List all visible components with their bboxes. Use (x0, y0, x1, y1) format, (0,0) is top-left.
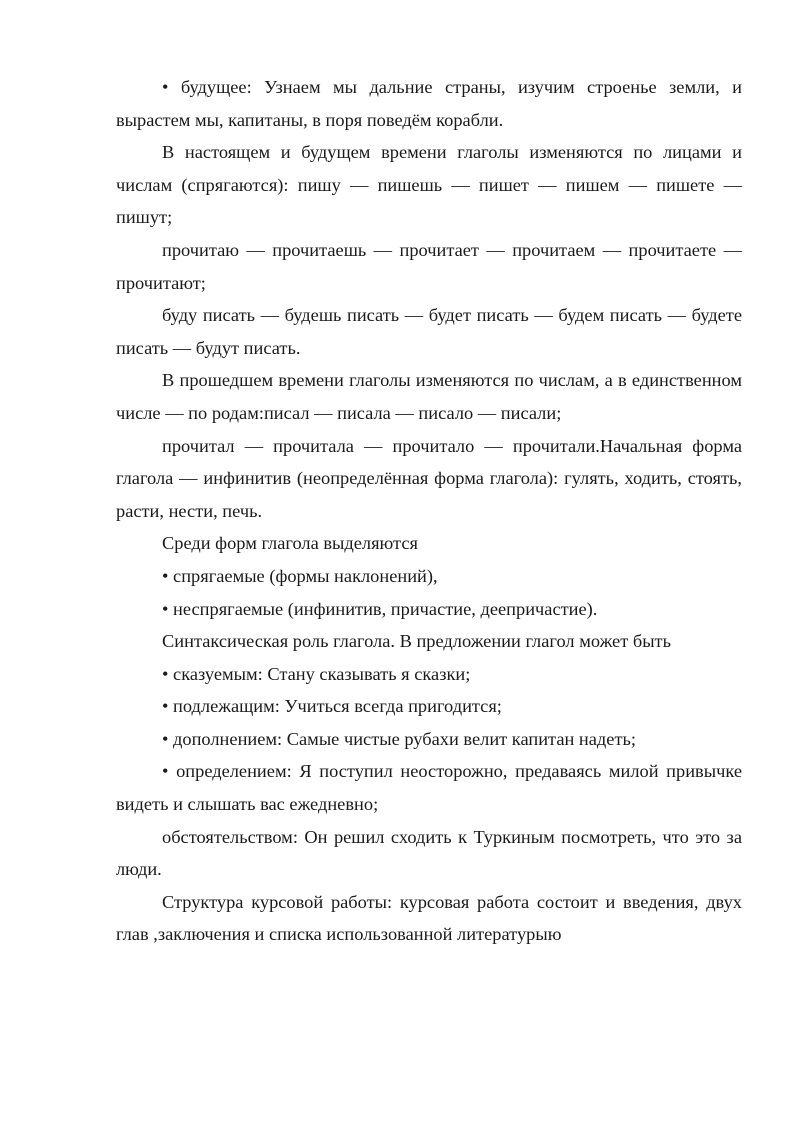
paragraph-present-future-conjugation: В настоящем и будущем времени глаголы изменяются по лицами и числам (спрягаются): пишу — пишешь — пишет — пишем — пишете — пишут; (116, 142, 742, 228)
paragraph-syntactic-role: Синтаксическая роль глагола. В предложении глагол может быть (162, 631, 671, 652)
paragraph-future-tense-example: • будущее: Узнаем мы дальние страны, изучим строенье земли, и вырастем мы, капитаны, в поря поведём корабли. (116, 77, 742, 130)
list-item-nonconjugated-forms: • неспрягаемые (инфинитив, причастие, деепричастие). (162, 598, 598, 619)
list-item-predicate: • сказуемым: Стану сказывать я сказки; (162, 663, 471, 684)
list-item-conjugated-forms: • спрягаемые (формы наклонений), (162, 565, 438, 586)
paragraph-infinitive: прочитал — прочитала — прочитало — прочитали.Начальная форма глагола — инфинитив (неопределённая форма глагола): гулять, ходить, стоять, расти, нести, печь. (116, 435, 742, 521)
paragraph-coursework-structure: Структура курсовой работы: курсовая работа состоит и введения, двух глав ,заключения и списка использованной литературыю (116, 891, 742, 945)
paragraph-read-conjugation: прочитаю — прочитаешь — прочитает — прочитаем — прочитаете — прочитают; (116, 239, 742, 293)
document-page (116, 71, 742, 951)
list-item-attribute: • определением: Я поступил неосторожно, предаваясь милой привычке видеть и слышать вас ежедневно; (116, 761, 742, 815)
list-item-object: • дополнением: Самые чистые рубахи велит капитан надеть; (162, 728, 636, 749)
paragraph-past-tense: В прошедшем времени глаголы изменяются по числам, а в единственном числе — по родам:писал — писала — писало — писали; (116, 370, 742, 423)
paragraph-verb-forms-intro: Среди форм глагола выделяются (162, 533, 418, 554)
paragraph-write-future-conjugation: буду писать — будешь писать — будет писать — будем писать — будете писать — будут писать. (116, 305, 742, 358)
list-item-adverbial: обстоятельством: Он решил сходить к Туркиным посмотреть, что это за люди. (116, 826, 742, 880)
list-item-subject: • подлежащим: Учиться всегда пригодится; (162, 696, 502, 717)
